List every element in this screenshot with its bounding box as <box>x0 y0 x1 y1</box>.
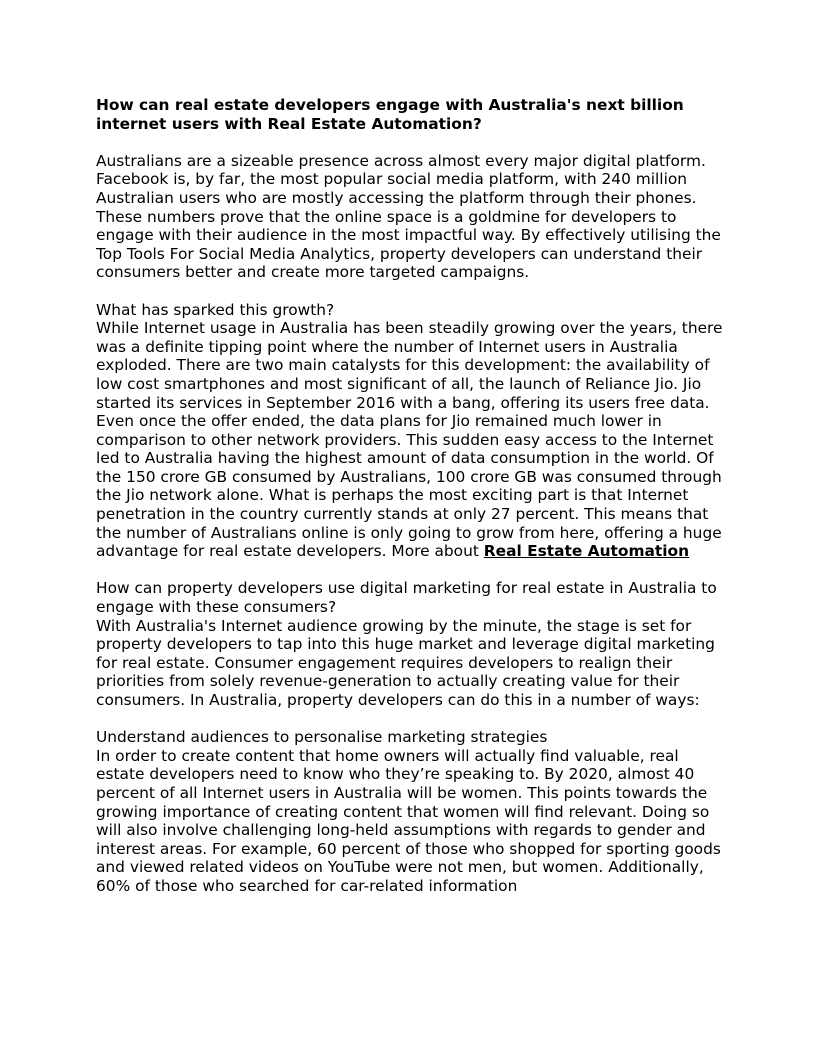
paragraph-spacer <box>96 710 724 729</box>
section-heading-digital-marketing: How can property developers use digital marketing for real estate in Australia to engage with these consumers? <box>96 579 717 617</box>
real-estate-automation-link[interactable]: Real Estate Automation <box>483 542 690 561</box>
growth-paragraph <box>96 319 724 561</box>
document-page <box>96 96 724 896</box>
section-heading-growth: What has sparked this growth? <box>96 300 335 319</box>
document-title: How can real estate developers engage with Australia's next billion internet users with Real Estate Automation? <box>96 96 684 133</box>
paragraph-spacer <box>96 561 724 580</box>
paragraph-spacer <box>96 282 724 301</box>
section-heading-audiences: Understand audiences to personalise marketing strategies <box>96 728 548 747</box>
intro-paragraph: Australians are a sizeable presence across almost every major digital platform. Facebook is, by far, the most popular social media platform, with 240 million Australian users who are mostly accessing the platform through their phones. These numbers prove that the online space is a goldmine for developers to engage with their audience in the most impactful way. By effectively utilising the Top Tools For Social Media Analytics, property developers can understand their consumers better and create more targeted campaigns. <box>96 151 721 282</box>
growth-paragraph-text: While Internet usage in Australia has been steadily growing over the years, there was a definite tipping point where the number of Internet users in Australia exploded. There are two main catalysts for this development: the availability of low cost smartphones and most significant of all, the launch of Reliance Jio. Jio started its services in September 2016 with a bang, offering its users free data. Even once the offer ended, the data plans for Jio remained much lower in comparison to other network providers. This sudden easy access to the Internet led to Australia having the highest amount of data consumption in the world. Of the 150 crore GB consumed by Australians, 100 crore GB was consumed through the Jio network alone. What is perhaps the most exciting part is that Internet penetration in the country currently stands at only 27 percent. This means that the number of Australians online is only going to grow from here, offering a huge advantage for real estate developers. More about <box>96 319 723 561</box>
digital-marketing-paragraph: With Australia's Internet audience growing by the minute, the stage is set for property developers to tap into this huge market and leverage digital marketing for real estate. Consumer engagement requires developers to realign their priorities from solely revenue-generation to actually creating value for their consumers. In Australia, property developers can do this in a number of ways: <box>96 616 715 709</box>
audiences-paragraph: In order to create content that home owners will actually find valuable, real estate developers need to know who they’re speaking to. By 2020, almost 40 percent of all Internet users in Australia will be women. This points towards the growing importance of creating content that women will find relevant. Doing so will also involve challenging long-held assumptions with regards to gender and interest areas. For example, 60 percent of those who shopped for sporting goods and viewed related videos on YouTube were not men, but women. Additionally, 60% of those who searched for car-related information <box>96 746 721 895</box>
